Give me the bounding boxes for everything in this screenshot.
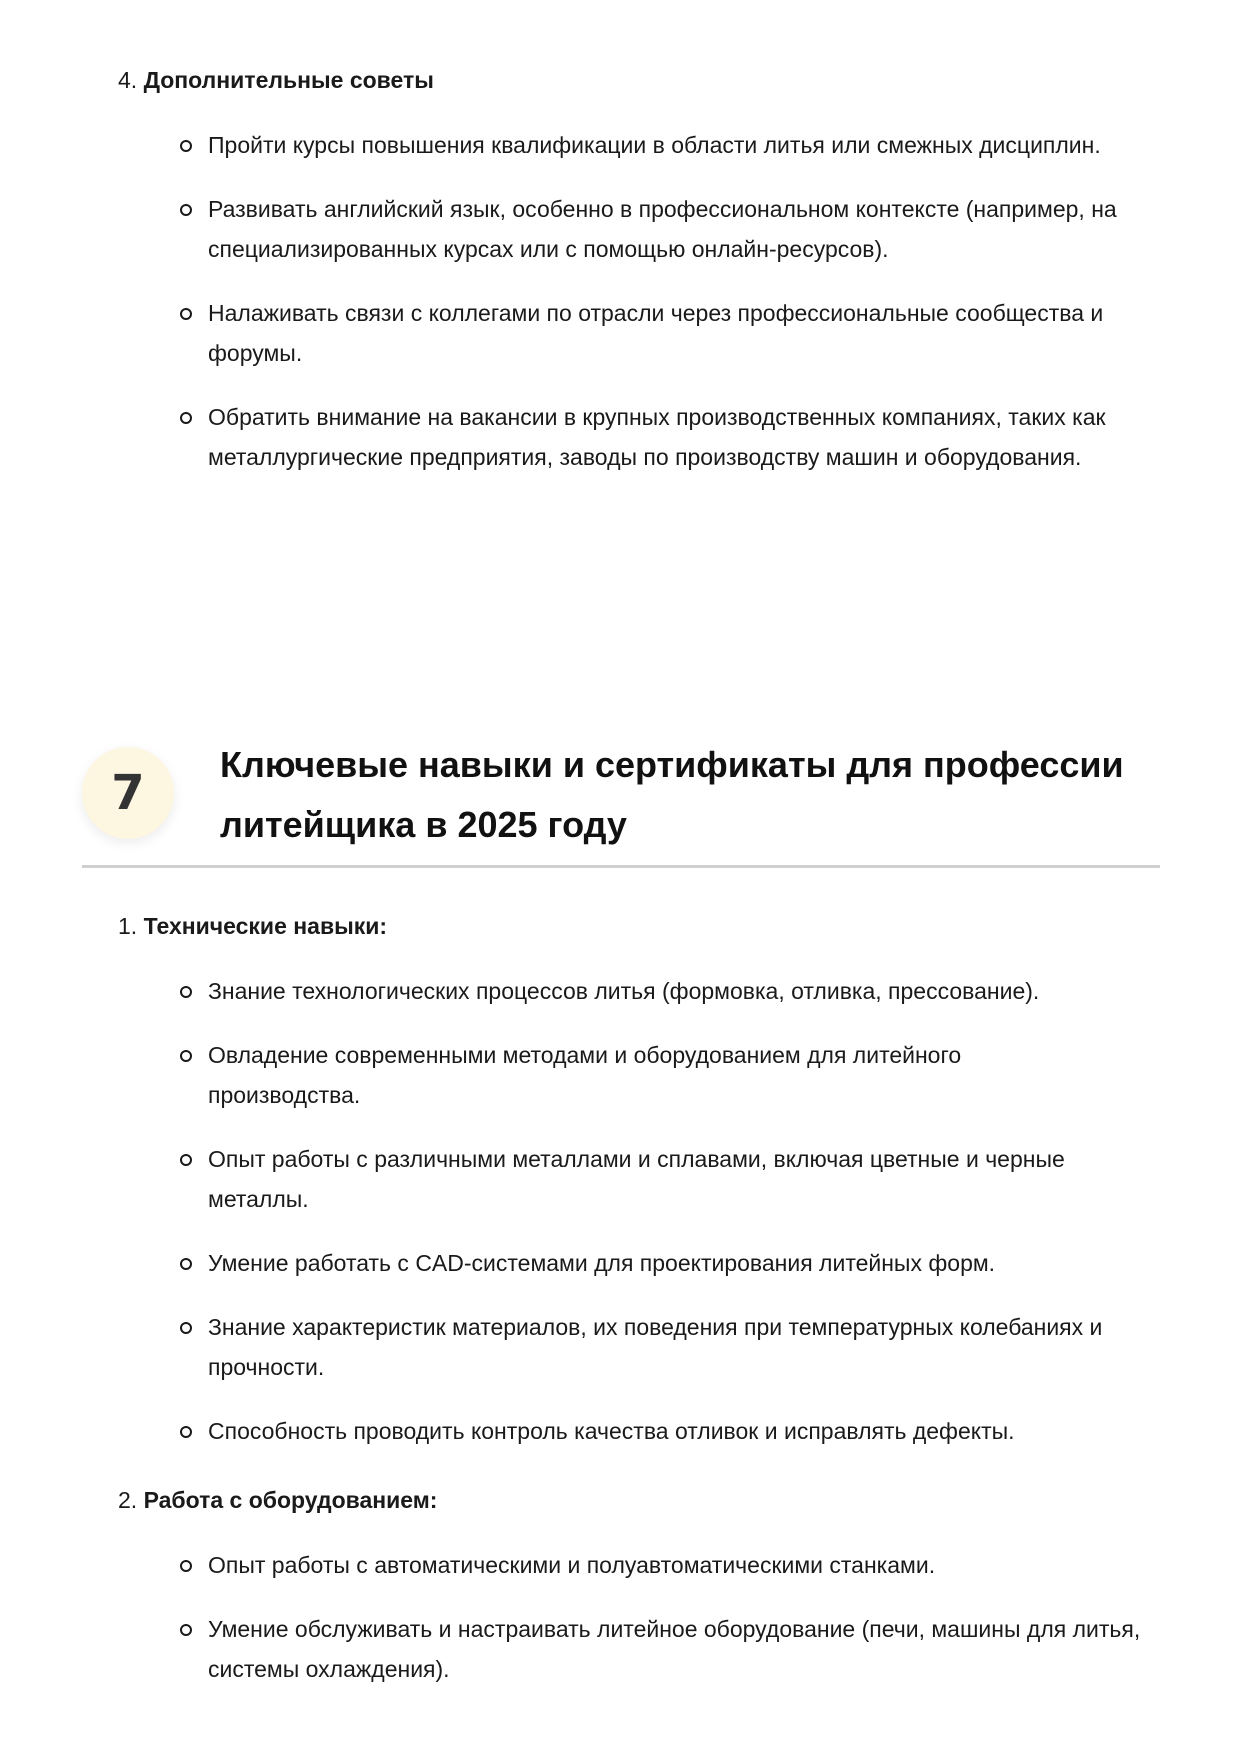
list-number: 1. (118, 913, 138, 939)
section-title: Ключевые навыки и сертификаты для профессии литейщика в 2025 году (220, 744, 1124, 845)
list-item: Налаживать связи с коллегами по отрасли через профессиональные сообщества и форумы. (180, 293, 1165, 373)
list-item: Умение обслуживать и настраивать литейное оборудование (печи, машины для литья, системы охлаждения). (180, 1609, 1170, 1689)
list-item: Умение работать с CAD-системами для проектирования литейных форм. (180, 1243, 1170, 1283)
list-item: Опыт работы с различными металлами и сплавами, включая цветные и черные металлы. (180, 1139, 1170, 1219)
equipment-skills-list (180, 1545, 1170, 1689)
list-item: Пройти курсы повышения квалификации в области литья или смежных дисциплин. (180, 125, 1165, 165)
list-item: Овладение современными методами и оборудованием для литейного производства. (180, 1035, 1028, 1115)
section-number-badge: 7 (82, 747, 174, 839)
section-heading (82, 735, 1160, 868)
list-number: 4. (118, 67, 138, 93)
list-item-2-heading (118, 1484, 437, 1516)
list-item-1-heading (118, 910, 387, 942)
list-item: Знание технологических процессов литья (формовка, отливка, прессование). (180, 971, 1170, 1011)
list-item: Опыт работы с автоматическими и полуавтоматическими станками. (180, 1545, 1170, 1585)
list-heading: Работа с оборудованием: (143, 1487, 438, 1513)
list-heading: Технические навыки: (143, 913, 388, 939)
list-item: Знание характеристик материалов, их поведения при температурных колебаниях и прочности. (180, 1307, 1170, 1387)
list-heading: Дополнительные советы (143, 67, 434, 93)
list-number: 2. (118, 1487, 138, 1513)
list-item: Способность проводить контроль качества отливок и исправлять дефекты. (180, 1411, 1170, 1451)
technical-skills-list (180, 971, 1170, 1451)
list-item: Обратить внимание на вакансии в крупных производственных компаниях, таких как металлургические предприятия, заводы по производству машин и оборудования. (180, 397, 1165, 477)
list-item-4-heading (118, 64, 434, 96)
tips-list (180, 125, 1165, 477)
list-item: Развивать английский язык, особенно в профессиональном контексте (например, на специализированных курсах или с помощью онлайн-ресурсов). (180, 189, 1165, 269)
